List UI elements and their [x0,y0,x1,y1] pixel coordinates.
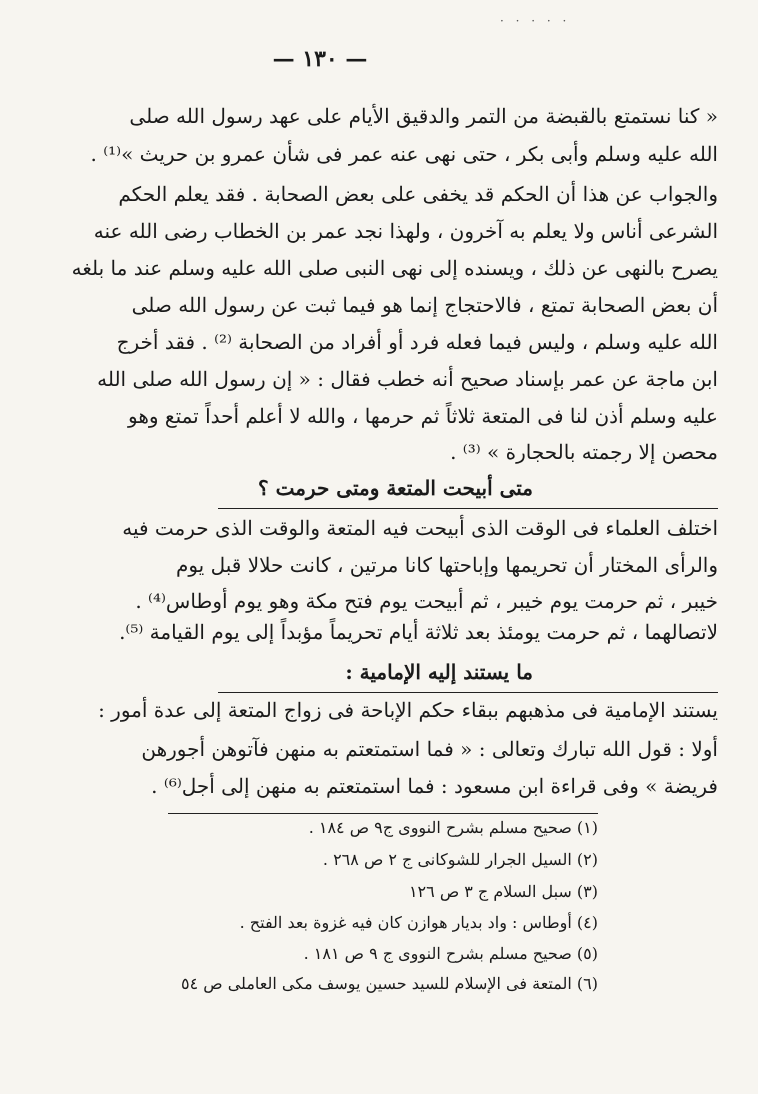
body-line: « كنا نستمتع بالقبضة من التمر والدقيق الأيام على عهد رسول الله صلى [129,104,718,128]
body-line: والجواب عن هذا أن الحكم قد يخفى على بعض الصحابة . فقد يعلم الحكم [118,182,718,206]
body-line: الله عليه وسلم وأبى بكر ، حتى نهى عنه عمر فى شأن عمرو بن حريث »⁽¹⁾ . [90,142,718,166]
heading-underline [218,508,718,509]
footnote: (٥) صحيح مسلم بشرح النووى ج ٩ ص ١٨١ . [303,944,598,963]
section-heading: متى أبيحت المتعة ومتى حرمت ؟ [258,476,533,500]
footnote: (٢) السيل الجرار للشوكانى ج ٢ ص ٢٦٨ . [322,850,598,869]
body-line: يصرح بالنهى عن ذلك ، ويسنده إلى نهى النبى صلى الله عليه وسلم عند ما بلغه [71,256,718,280]
section-heading: ما يستند إليه الإمامية : [345,660,533,684]
section-line: أولا : قول الله تبارك وتعالى : « فما استمتعتم به منهن فآتوهن أجورهن [141,737,718,761]
section-line: يستند الإمامية فى مذهبهم ببقاء حكم الإباحة فى زواج المتعة إلى عدة أمور : [98,698,718,722]
section-line: لاتصالهما ، ثم حرمت يومئذ بعد ثلاثة أيام تحريماً مؤبداً إلى يوم القيامة ⁽⁵⁾. [119,620,718,644]
footnote: (٣) سبل السلام ج ٣ ص ١٢٦ [408,882,598,901]
footnote-separator [168,813,598,814]
body-line: عليه وسلم أذن لنا فى المتعة ثلاثاً ثم حرمها ، والله لا أعلم أحداً تمتع وهو [128,404,718,428]
body-line: ابن ماجة عن عمر بإسناد صحيح أنه خطب فقال : « إن رسول الله صلى الله [97,367,718,391]
footnote: (٦) المتعة فى الإسلام للسيد حسين يوسف مكى العاملى ص ٥٤ [181,974,598,993]
footnote: (٤) أوطاس : واد بديار هوازن كان فيه غزوة بعد الفتح . [239,913,598,932]
section-line: والرأى المختار أن تحريمها وإباحتها كانا مرتين ، كانت حلالا قبل يوم [175,553,718,577]
section-line: فريضة » وفى قراءة ابن مسعود : فما استمتعتم به منهن إلى أجل⁽⁶⁾ . [151,774,718,798]
section-line: اختلف العلماء فى الوقت الذى أبيحت فيه المتعة والوقت الذى حرمت فيه [122,516,718,540]
body-line: محصن إلا رجمته بالحجارة » ⁽³⁾ . [450,440,718,464]
section-line: خيبر ، ثم حرمت يوم خيبر ، ثم أبيحت يوم فتح مكة وهو يوم أوطاس⁽⁴⁾ . [135,589,718,613]
page-number: — ١٣٠ — [272,46,368,72]
body-line: الله عليه وسلم ، وليس فيما فعله فرد أو أفراد من الصحابة ⁽²⁾ . فقد أخرج [116,330,718,354]
body-line: الشرعى أناس ولا يعلم به آخرون ، ولهذا نجد عمر بن الخطاب رضى الله عنه [93,219,718,243]
footnote: (١) صحيح مسلم بشرح النووى ج٩ ص ١٨٤ . [308,818,598,837]
top-marks: · · · · · [500,14,571,28]
body-line: أن بعض الصحابة تمتع ، فالاحتجاج إنما هو فيما ثبت عن رسول الله صلى [131,293,718,317]
